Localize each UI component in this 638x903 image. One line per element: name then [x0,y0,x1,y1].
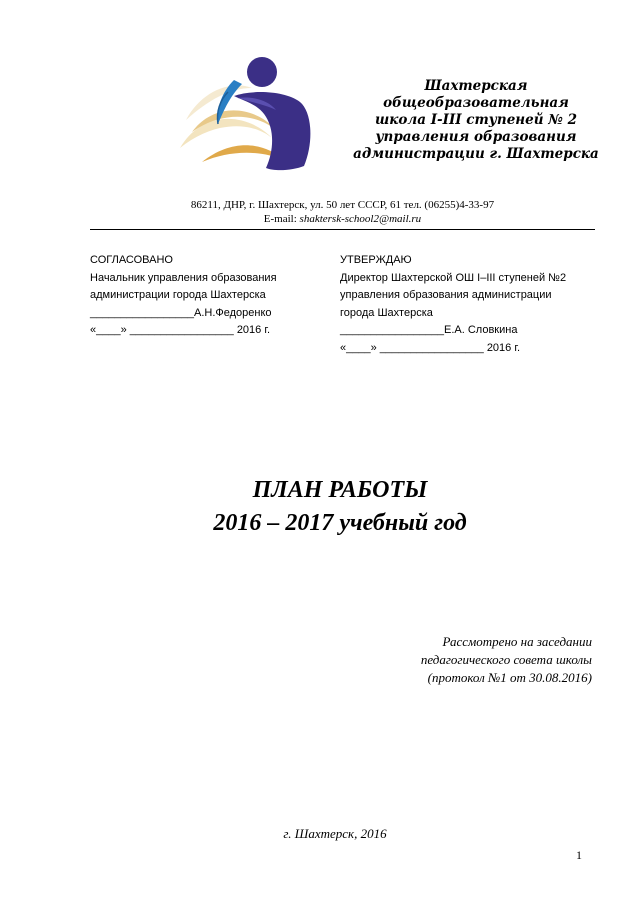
reviewed-line-2: педагогического совета школы [420,652,592,667]
school-name-block [340,78,612,163]
email-label: E-mail: [263,213,300,225]
approved-signature-line: _________________Е.А. Словкина [340,324,518,336]
approved-line-3: города Шахтерска [340,306,433,319]
school-name-line-1: Шахтерская [424,78,528,94]
agreed-line-2: администрации города Шахтерска [90,289,266,301]
agreed-block [90,252,277,340]
title-line-1: ПЛАН РАБОТЫ [252,477,428,503]
approved-line-1: Директор Шахтерской ОШ I–III ступеней №2 [340,271,567,284]
school-name-line-3: школа I-III ступеней № 2 [374,112,577,128]
email-link[interactable]: shaktersk-school2@mail.ru [299,213,422,225]
approved-line-2: управления образования администрации [340,289,552,301]
city-year: г. Шахтерск, 2016 [283,826,387,841]
school-name-line-5: администрации г. Шахтерска [353,146,599,162]
document-title [100,474,580,540]
reviewed-line-3: (протокол №1 от 30.08.2016) [427,670,592,685]
agreed-heading: СОГЛАСОВАНО [90,254,173,266]
agreed-line-1: Начальник управления образования [90,271,277,284]
approved-block [340,252,566,357]
agreed-signature-line: _________________А.Н.Федоренко [90,306,272,319]
logo-emblem-icon [172,50,342,175]
email-line [90,212,595,226]
title-line-2: 2016 – 2017 учебный год [213,510,467,536]
approved-date-line: «____» _________________ 2016 г. [340,341,521,354]
page-number: 1 [576,848,582,862]
reviewed-note [340,633,592,687]
address-line: 86211, ДНР, г. Шахтерск, ул. 50 лет СССР, 61 тел. (06255)4-33-97 [190,199,495,211]
reviewed-line-1: Рассмотрено на заседании [442,634,592,649]
approved-heading: УТВЕРЖДАЮ [340,254,412,266]
school-name-line-4: управления образования [375,129,577,145]
school-address [90,198,595,226]
school-logo [172,50,342,175]
school-name-line-2: общеобразовательная [383,95,569,111]
header-divider [90,229,595,230]
agreed-date-line: «____» _________________ 2016 г. [90,324,271,336]
